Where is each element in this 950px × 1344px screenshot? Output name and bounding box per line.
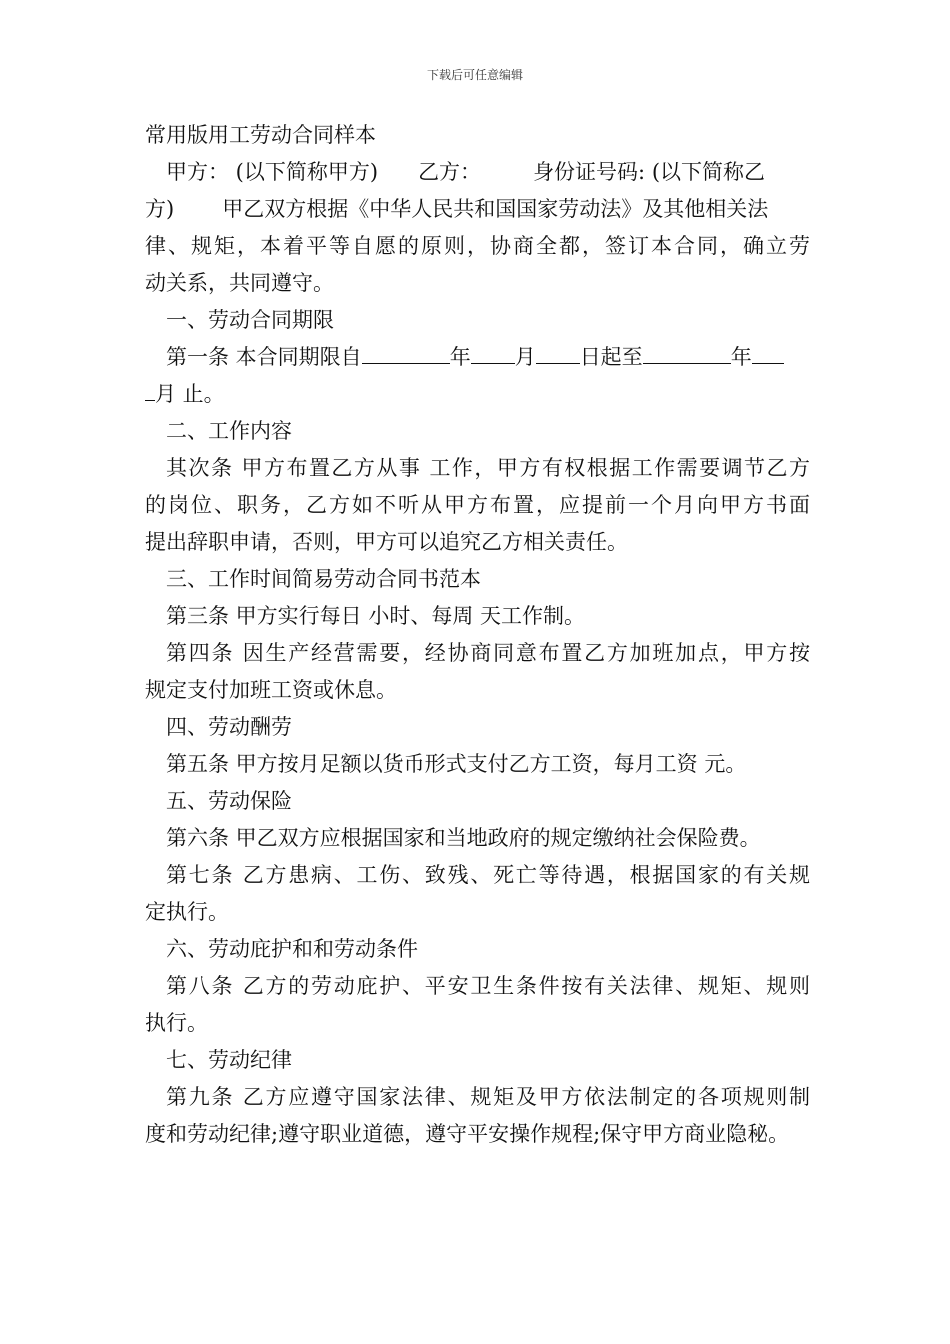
preamble-line-3: 动关系，共同遵守。 (145, 271, 334, 295)
article-2-line-1: 其次条 甲方布置乙方从事 工作，甲方有权根据工作需要调节乙方 (166, 456, 810, 480)
article-2-line-2: 的岗位、职务，乙方如不听从甲方布置，应提前一个月向甲方书面 (145, 493, 810, 517)
id-number: 身份证号码: (以下简称乙 (533, 160, 766, 184)
header-note: 下载后可任意编辑 (426, 68, 523, 82)
section-heading-5: 五、劳动保险 (166, 789, 292, 813)
article-1-line-2 (145, 376, 810, 413)
blank-start-month (471, 341, 515, 364)
article-6: 第六条 甲乙双方应根据国家和当地政府的规定缴纳社会保险费。 (166, 826, 761, 850)
blank-start-day (536, 341, 580, 364)
article-7-line-1: 第七条 乙方患病、工伤、致残、死亡等待遇，根据国家的有关规 (166, 863, 810, 887)
article-1-start: 第一条 本合同期限自 (166, 345, 362, 369)
article-7-line-2: 定执行。 (145, 900, 229, 924)
article-1-month: 月 (514, 345, 536, 369)
section-heading-7: 七、劳动纪律 (166, 1048, 292, 1072)
section-heading-3: 三、工作时间简易劳动合同书范本 (166, 567, 481, 591)
section-heading-6: 六、劳动庇护和和劳动条件 (166, 937, 418, 961)
article-4-line-2: 规定支付加班工资或休息。 (145, 678, 397, 702)
party-a: 甲方： (以下简称甲方) (166, 160, 379, 184)
article-2-line-3: 提出辞职申请，否则，甲方可以追究乙方相关责任。 (145, 530, 628, 554)
article-4-line-1: 第四条 因生产经营需要，经协商同意布置乙方加班加点，甲方按 (166, 641, 810, 665)
article-9-line-2: 度和劳动纪律;遵守职业道德，遵守平安操作规程;保守甲方商业隐秘。 (145, 1122, 790, 1146)
party-b: 乙方： (418, 160, 482, 184)
parties-line (145, 154, 810, 191)
blank-end-year (643, 341, 731, 364)
article-8-line-1: 第八条 乙方的劳动庇护、平安卫生条件按有关法律、规矩、规则 (166, 974, 810, 998)
section-heading-4: 四、劳动酬劳 (166, 715, 292, 739)
article-1-line-1 (145, 339, 810, 376)
blank-start-year (362, 341, 450, 364)
document-body (145, 117, 810, 1153)
preamble-1: 甲乙双方根据《中华人民共和国国家劳动法》及其他相关法 (222, 197, 769, 221)
preamble-line-2: 律、规矩，本着平等自愿的原则，协商全都，签订本合同，确立劳 (145, 234, 810, 258)
section-heading-1: 一、劳动合同期限 (166, 308, 334, 332)
preamble-line-1 (145, 191, 810, 228)
blank-end-month-a (752, 341, 784, 364)
article-1-end: 月 止。 (155, 382, 225, 406)
id-number-cont: 方) (145, 197, 175, 221)
article-3: 第三条 甲方实行每日 小时、每周 天工作制。 (166, 604, 586, 628)
article-9-line-1: 第九条 乙方应遵守国家法律、规矩及甲方依法制定的各项规则制 (166, 1085, 810, 1109)
article-1-year: 年 (449, 345, 471, 369)
blank-end-month-b (145, 378, 155, 401)
article-8-line-2: 执行。 (145, 1011, 208, 1035)
section-heading-2: 二、工作内容 (166, 419, 292, 443)
article-5: 第五条 甲方按月足额以货币形式支付乙方工资，每月工资 元。 (166, 752, 747, 776)
article-1-year2: 年 (730, 345, 752, 369)
document-title: 常用版用工劳动合同样本 (145, 123, 376, 147)
article-1-day: 日起至 (579, 345, 643, 369)
